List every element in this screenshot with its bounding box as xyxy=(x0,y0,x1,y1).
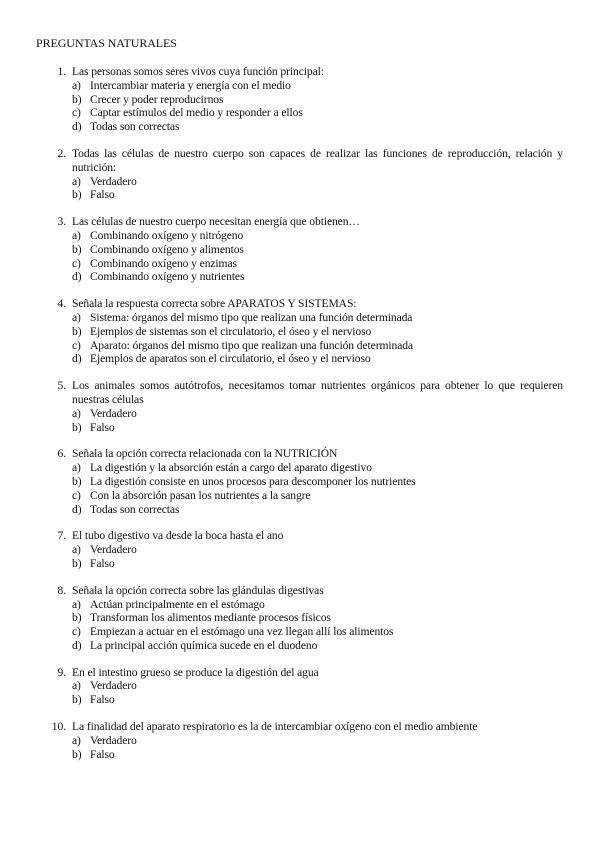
answer-option xyxy=(0,93,600,107)
answer-option xyxy=(0,120,600,134)
option-letter: d) xyxy=(72,120,82,134)
option-letter: d) xyxy=(72,270,82,284)
question-stem xyxy=(0,666,600,680)
answer-option xyxy=(0,557,600,571)
option-list xyxy=(0,407,600,435)
question-text: Señala la opción correcta relacionada con la NUTRICIÓN xyxy=(72,447,338,461)
option-list xyxy=(0,311,600,366)
question-number: 2. xyxy=(57,146,66,160)
question-number: 6. xyxy=(57,447,66,461)
option-text: Falso xyxy=(90,556,115,570)
answer-option xyxy=(0,734,600,748)
answer-option xyxy=(0,175,600,189)
question-item xyxy=(0,447,600,516)
option-letter: b) xyxy=(72,324,82,338)
option-letter: c) xyxy=(72,256,81,270)
option-letter: c) xyxy=(72,338,81,352)
option-letter: b) xyxy=(72,242,82,256)
option-text: Actúan principalmente en el estómago xyxy=(90,597,265,611)
option-letter: a) xyxy=(72,461,81,475)
question-text: El tubo digestivo va desde la boca hasta el ano xyxy=(72,529,284,543)
question-item xyxy=(0,584,600,653)
answer-option xyxy=(0,229,600,243)
option-letter: a) xyxy=(72,543,81,557)
option-letter: a) xyxy=(72,174,81,188)
option-text: Todas son correctas xyxy=(90,502,180,516)
answer-option xyxy=(0,748,600,762)
question-stem xyxy=(0,720,600,734)
option-text: Con la absorción pasan los nutrientes a la sangre xyxy=(90,488,311,502)
option-text: Verdadero xyxy=(90,406,137,420)
answer-option xyxy=(0,461,600,475)
question-text: En el intestino grueso se produce la digestión del agua xyxy=(72,665,319,679)
option-text: Falso xyxy=(90,188,115,202)
question-item xyxy=(0,215,600,284)
option-text: La principal acción química sucede en el duodeno xyxy=(90,638,318,652)
option-letter: a) xyxy=(72,310,81,324)
option-text: Ejemplos de aparatos son el circulatorio, el óseo y el nervioso xyxy=(90,352,371,366)
option-letter: b) xyxy=(72,611,82,625)
option-letter: b) xyxy=(72,92,82,106)
option-text: Combinando oxígeno y alimentos xyxy=(90,242,244,256)
answer-option xyxy=(0,79,600,93)
answer-option xyxy=(0,106,600,120)
question-item xyxy=(0,379,600,434)
option-list xyxy=(0,461,600,516)
option-text: Falso xyxy=(90,693,115,707)
option-text: La digestión consiste en unos procesos para descomponer los nutrientes xyxy=(90,474,416,488)
option-letter: c) xyxy=(72,488,81,502)
answer-option xyxy=(0,339,600,353)
option-list xyxy=(0,543,600,571)
option-letter: b) xyxy=(72,556,82,570)
option-letter: a) xyxy=(72,597,81,611)
answer-option xyxy=(0,407,600,421)
answer-option xyxy=(0,243,600,257)
question-text: Los animales somos autótrofos, necesitamos tomar nutrientes orgánicos para obtener lo que requieren nuestras células xyxy=(72,379,563,406)
question-item xyxy=(0,666,600,707)
option-list xyxy=(0,229,600,284)
question-text: Señala la respuesta correcta sobre APARATOS Y SISTEMAS: xyxy=(72,297,357,311)
option-letter: d) xyxy=(72,352,82,366)
question-item xyxy=(0,529,600,570)
answer-option xyxy=(0,503,600,517)
document-title: PREGUNTAS NATURALES xyxy=(36,36,177,50)
answer-option xyxy=(0,639,600,653)
question-stem xyxy=(0,147,600,175)
answer-option xyxy=(0,257,600,271)
option-text: Todas son correctas xyxy=(90,120,180,134)
question-text: Señala la opción correcta sobre las glándulas digestivas xyxy=(72,583,324,597)
question-list xyxy=(0,65,600,774)
option-text: Verdadero xyxy=(90,733,137,747)
option-letter: a) xyxy=(72,228,81,242)
option-letter: b) xyxy=(72,747,82,761)
question-stem xyxy=(0,447,600,461)
answer-option xyxy=(0,489,600,503)
question-text: Todas las células de nuestro cuerpo son capaces de realizar las funciones de reproducción, relación y nutrición: xyxy=(72,146,563,174)
option-letter: a) xyxy=(72,406,81,420)
option-text: Sistema: órganos del mismo tipo que realizan una función determinada xyxy=(90,310,413,324)
question-text: Las células de nuestro cuerpo necesitan energía que obtienen… xyxy=(72,215,360,229)
question-number: 8. xyxy=(57,583,66,597)
question-number: 9. xyxy=(57,665,66,679)
question-number: 5. xyxy=(57,379,66,393)
option-text: Ejemplos de sistemas son el circulatorio, el óseo y el nervioso xyxy=(90,324,372,338)
question-item xyxy=(0,297,600,366)
question-number: 4. xyxy=(57,297,66,311)
question-item xyxy=(0,720,600,761)
option-letter: a) xyxy=(72,78,81,92)
question-stem xyxy=(0,297,600,311)
option-text: Crecer y poder reproducirnos xyxy=(90,92,224,106)
question-stem xyxy=(0,529,600,543)
answer-option xyxy=(0,352,600,366)
option-letter: a) xyxy=(72,679,81,693)
option-text: Combinando oxígeno y nitrógeno xyxy=(90,228,244,242)
option-text: Combinando oxígeno y nutrientes xyxy=(90,270,245,284)
option-text: Transforman los alimentos mediante procesos físicos xyxy=(90,611,331,625)
answer-option xyxy=(0,325,600,339)
question-number: 3. xyxy=(57,215,66,229)
option-text: Empiezan a actuar en el estómago una vez llegan allí los alimentos xyxy=(90,625,394,639)
question-number: 7. xyxy=(57,529,66,543)
answer-option xyxy=(0,611,600,625)
answer-option xyxy=(0,543,600,557)
option-text: Verdadero xyxy=(90,679,137,693)
option-text: Aparato: órganos del mismo tipo que realizan una función determinada xyxy=(90,338,413,352)
option-list xyxy=(0,598,600,653)
option-list xyxy=(0,679,600,707)
option-letter: a) xyxy=(72,733,81,747)
question-stem xyxy=(0,65,600,79)
option-letter: d) xyxy=(72,638,82,652)
question-stem xyxy=(0,215,600,229)
option-list xyxy=(0,175,600,203)
option-letter: b) xyxy=(72,420,82,434)
answer-option xyxy=(0,693,600,707)
question-text: La finalidad del aparato respiratorio es la de intercambiar oxígeno con el medio ambiente xyxy=(72,720,478,734)
option-letter: c) xyxy=(72,106,81,120)
answer-option xyxy=(0,311,600,325)
question-text: Las personas somos seres vivos cuya función principal: xyxy=(72,65,324,78)
option-text: Verdadero xyxy=(90,174,137,188)
question-stem xyxy=(0,379,600,407)
option-letter: b) xyxy=(72,188,82,202)
option-list xyxy=(0,734,600,762)
answer-option xyxy=(0,188,600,202)
question-item xyxy=(0,147,600,202)
question-number: 1. xyxy=(57,65,66,78)
question-item xyxy=(0,65,600,134)
option-letter: b) xyxy=(72,693,82,707)
option-letter: c) xyxy=(72,625,81,639)
answer-option xyxy=(0,598,600,612)
option-list xyxy=(0,79,600,134)
option-text: Captar estímulos del medio y responder a ellos xyxy=(90,106,303,120)
option-letter: d) xyxy=(72,502,82,516)
answer-option xyxy=(0,679,600,693)
option-text: Verdadero xyxy=(90,543,137,557)
option-text: Combinando oxígeno y enzimas xyxy=(90,256,237,270)
option-text: Falso xyxy=(90,420,115,434)
option-text: Intercambiar materia y energía con el medio xyxy=(90,78,291,92)
option-text: Falso xyxy=(90,747,115,761)
question-stem xyxy=(0,584,600,598)
answer-option xyxy=(0,475,600,489)
answer-option xyxy=(0,270,600,284)
answer-option xyxy=(0,625,600,639)
question-number: 10. xyxy=(51,720,66,734)
option-letter: b) xyxy=(72,474,82,488)
option-text: La digestión y la absorción están a cargo del aparato digestivo xyxy=(90,461,372,475)
answer-option xyxy=(0,421,600,435)
